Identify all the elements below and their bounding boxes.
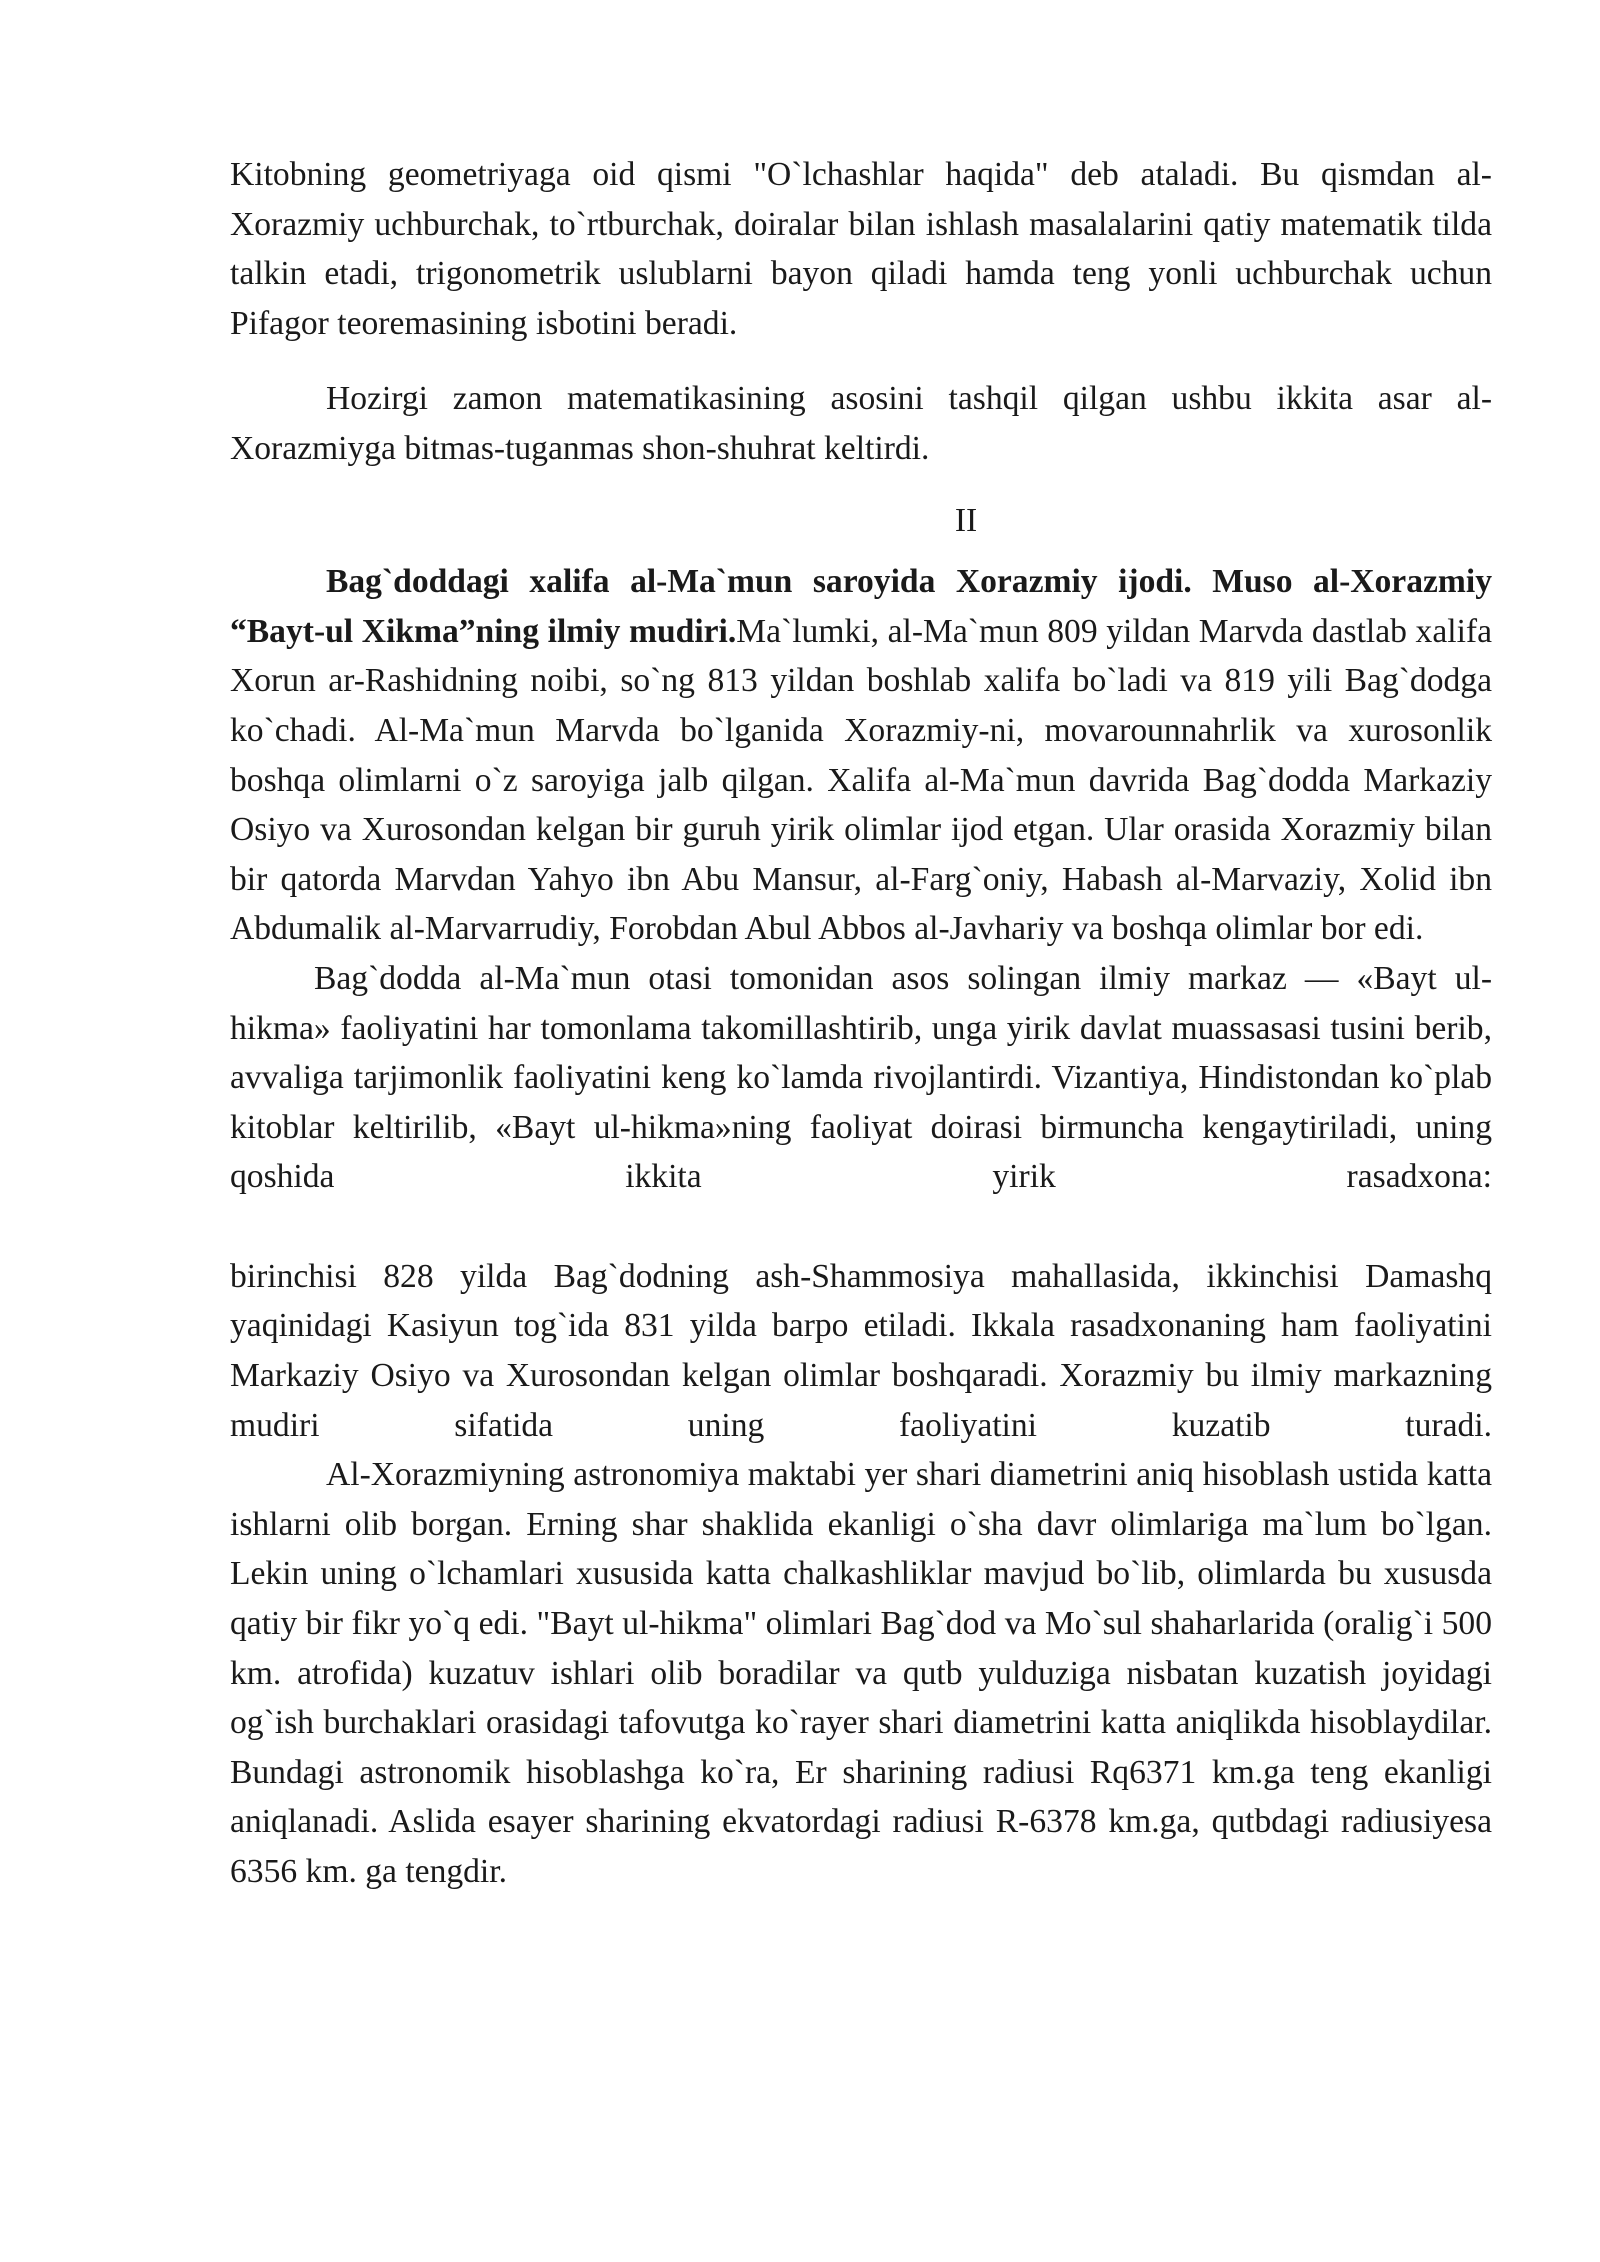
section-intro-text: Ma`lumki, al-Ma`mun 809 yildan Marvda dastlab xalifa Xorun ar-Rashidning noibi, so`ng 813 yildan boshlab xalifa bo`ladi va 819 yili Bag`dodga ko`chadi. Al-Ma`mun Marvda bo`lganida Xorazmiy-ni, movarounnahrlik va xurosonlik boshqa olimlarni o`z saroyiga jalb qilgan. Xalifa al-Ma`mun davrida Bag`dodda Markaziy Osiyo va Xurosondan kelgan bir guruh yirik olimlar ijod etgan. Ular orasida Xorazmiy bilan bir qatorda Marvdan Yahyo ibn Abu Mansur, al-Farg`oniy, Habash al-Marvaziy, Xolid ibn Abdumalik al-Marvarrudiy, Forobdan Abul Abbos al-Javhariy va boshqa olimlar bor edi. bbox=[230, 612, 1492, 948]
section-number: II bbox=[954, 501, 978, 539]
paragraph-section-intro bbox=[230, 557, 1492, 954]
paragraph-observatories: birinchisi 828 yilda Bag`dodning ash-Shammosiya mahallasida, ikkinchisi Damashq yaqinidagi Kasiyun tog`ida 831 yilda barpo etiladi. Ikkala rasadxonaning ham faoliyatini Markaziy Osiyo va Xurosondan kelgan olimlar boshqaradi. Xorazmiy bu ilmiy markazning mudiri sifatida uning faoliyatini kuzatib turadi. bbox=[230, 1257, 1492, 1444]
section-heading: Bag`doddagi xalifa al-Ma`mun saroyida Xorazmiy ijodi. Muso al-Xorazmiy “Bayt-ul Xikma”ning ilmiy mudiri. bbox=[230, 563, 1492, 650]
paragraph-bayt-ul-hikma: Bag`dodda al-Ma`mun otasi tomonidan asos solingan ilmiy markaz — «Bayt ul-hikma» faoliyatini har tomonlama takomillashtirib, unga yirik davlat muassasasi tusini berib, avvaliga tarjimonlik faoliyatini keng ko`lamda rivojlantirdi. Vizantiya, Hindistondan ko`plab kitoblar keltirilib, «Bayt ul-hikma»ning faoliyat doirasi birmuncha kengaytiriladi, uning qoshida ikkita yirik rasadxona: bbox=[230, 959, 1492, 1196]
paragraph-geometry-section: Kitobning geometriyaga oid qismi "O`lchashlar haqida" deb ataladi. Bu qismdan al-Xorazmiy uchburchak, to`rtburchak, doiralar bilan ishlash masalalarini qatiy matematik tilda talkin etadi, trigonometrik uslublarni bayon qiladi hamda teng yonli uchburchak uchun Pifagor teoremasining isbotini beradi. bbox=[230, 156, 1492, 342]
document-page bbox=[230, 150, 1492, 1897]
paragraph-earth-diameter: Al-Xorazmiyning astronomiya maktabi yer shari diametrini aniq hisoblash ustida katta ishlarni olib borgan. Erning shar shaklida ekanligi o`sha davr olimlariga ma`lum bo`lgan. Lekin uning o`lchamlari xususida katta chalkashliklar mavjud bo`lib, olimlarda bu xususda qatiy bir fikr yo`q edi. "Bayt ul-hikma" olimlari Bag`dod va Mo`sul shaharlarida (oralig`i 500 km. atrofida) kuzatuv ishlari olib boradilar va qutb yulduziga nisbatan kuzatish joyidagi og`ish burchaklari orasidagi tafovutga ko`rayer shari diametrini katta aniqlikda hisoblaydilar. Bundagi astronomik hisoblashga ko`ra, Er sharining radiusi Rq6371 km.ga teng ekanligi aniqlanadi. Aslida esayer sharining ekvatordagi radiusi R-6378 km.ga, qutbdagi radiusiyesa 6356 km. ga tengdir. bbox=[230, 1456, 1492, 1890]
paragraph-spacer bbox=[230, 1202, 1492, 1252]
paragraph-fame: Hozirgi zamon matematikasining asosini tashqil qilgan ushbu ikkita asar al-Xorazmiyga bitmas-tuganmas shon-shuhrat keltirdi. bbox=[230, 380, 1492, 467]
